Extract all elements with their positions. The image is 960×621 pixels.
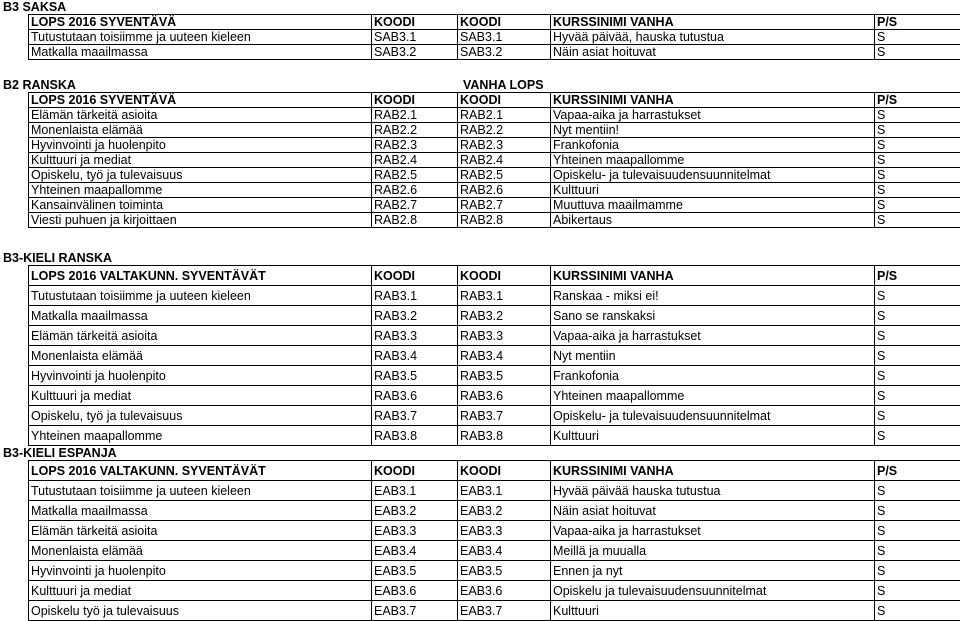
header-course-name: LOPS 2016 VALTAKUNN. SYVENTÄVÄT <box>29 266 372 286</box>
cell-course-name: Matkalla maailmassa <box>29 501 372 521</box>
cell-ps-mark: S <box>875 45 960 60</box>
cell-old-code: RAB2.2 <box>458 123 551 138</box>
cell-course-name: Tutustutaan toisiimme ja uuteen kieleen <box>29 30 372 45</box>
table-row <box>29 168 960 183</box>
cell-ps-mark: S <box>875 481 960 501</box>
header-course-name: LOPS 2016 SYVENTÄVÄ <box>29 93 372 108</box>
cell-course-name: Yhteinen maapallomme <box>29 183 372 198</box>
cell-course-name: Monenlaista elämää <box>29 123 372 138</box>
cell-ps-mark: S <box>875 541 960 561</box>
cell-new-code: RAB2.4 <box>372 153 458 168</box>
cell-old-course-name: Meillä ja muualla <box>551 541 875 561</box>
header-course-name: LOPS 2016 VALTAKUNN. SYVENTÄVÄT <box>29 461 372 481</box>
cell-course-name: Yhteinen maapallomme <box>29 426 372 446</box>
cell-course-name: Hyvinvointi ja huolenpito <box>29 138 372 153</box>
section-title-b2-ranska: B2 RANSKA <box>3 78 76 92</box>
cell-old-course-name: Nyt mentiin <box>551 346 875 366</box>
cell-old-course-name: Ranskaa - miksi ei! <box>551 286 875 306</box>
cell-ps-mark: S <box>875 386 960 406</box>
header-old-code: KOODI <box>458 93 551 108</box>
table-row <box>29 326 960 346</box>
cell-new-code: RAB2.1 <box>372 108 458 123</box>
cell-new-code: SAB3.1 <box>372 30 458 45</box>
cell-old-course-name: Kulttuuri <box>551 426 875 446</box>
table-row <box>29 45 960 60</box>
cell-old-course-name: Opiskelu- ja tulevaisuudensuunnitelmat <box>551 168 875 183</box>
table-header-row <box>29 93 960 108</box>
cell-old-course-name: Vapaa-aika ja harrastukset <box>551 326 875 346</box>
cell-old-course-name: Kulttuuri <box>551 601 875 621</box>
cell-old-code: EAB3.3 <box>458 521 551 541</box>
cell-old-course-name: Opiskelu- ja tulevaisuudensuunnitelmat <box>551 406 875 426</box>
section-title-b3-ranska: B3-KIELI RANSKA <box>3 251 112 265</box>
cell-old-course-name: Yhteinen maapallomme <box>551 153 875 168</box>
cell-new-code: RAB2.2 <box>372 123 458 138</box>
cell-new-code: RAB3.4 <box>372 346 458 366</box>
table-row <box>29 198 960 213</box>
table-header-row <box>29 461 960 481</box>
cell-course-name: Matkalla maailmassa <box>29 306 372 326</box>
table-row <box>29 183 960 198</box>
table-row <box>29 286 960 306</box>
table-row <box>29 366 960 386</box>
cell-old-code: RAB2.3 <box>458 138 551 153</box>
cell-ps-mark: S <box>875 183 960 198</box>
cell-old-course-name: Vapaa-aika ja harrastukset <box>551 521 875 541</box>
header-old-code: KOODI <box>458 266 551 286</box>
cell-course-name: Opiskelu, työ ja tulevaisuus <box>29 168 372 183</box>
cell-new-code: EAB3.3 <box>372 521 458 541</box>
cell-old-code: RAB2.5 <box>458 168 551 183</box>
cell-old-code: EAB3.6 <box>458 581 551 601</box>
cell-old-course-name: Opiskelu ja tulevaisuudensuunnitelmat <box>551 581 875 601</box>
course-table-b3-espanja <box>28 460 960 621</box>
cell-course-name: Tutustutaan toisiimme ja uuteen kieleen <box>29 286 372 306</box>
table-row <box>29 406 960 426</box>
cell-old-code: EAB3.5 <box>458 561 551 581</box>
cell-ps-mark: S <box>875 366 960 386</box>
cell-old-code: RAB3.1 <box>458 286 551 306</box>
cell-ps-mark: S <box>875 198 960 213</box>
cell-new-code: RAB2.8 <box>372 213 458 228</box>
header-old-code: KOODI <box>458 461 551 481</box>
cell-course-name: Opiskelu työ ja tulevaisuus <box>29 601 372 621</box>
cell-course-name: Opiskelu, työ ja tulevaisuus <box>29 406 372 426</box>
cell-old-code: EAB3.1 <box>458 481 551 501</box>
course-table-saksa <box>28 14 960 60</box>
cell-new-code: EAB3.4 <box>372 541 458 561</box>
cell-course-name: Kansainvälinen toiminta <box>29 198 372 213</box>
header-ps-mark: P/S <box>875 93 960 108</box>
cell-new-code: RAB2.3 <box>372 138 458 153</box>
table-header-row <box>29 266 960 286</box>
header-old-code: KOODI <box>458 15 551 30</box>
cell-old-code: RAB3.8 <box>458 426 551 446</box>
header-old-course-name: KURSSINIMI VANHA <box>551 15 875 30</box>
cell-ps-mark: S <box>875 521 960 541</box>
section-title-saksa: B3 SAKSA <box>3 0 66 14</box>
cell-new-code: RAB3.7 <box>372 406 458 426</box>
cell-course-name: Elämän tärkeitä asioita <box>29 521 372 541</box>
cell-ps-mark: S <box>875 153 960 168</box>
cell-ps-mark: S <box>875 426 960 446</box>
cell-ps-mark: S <box>875 108 960 123</box>
cell-old-code: RAB2.1 <box>458 108 551 123</box>
cell-old-code: RAB2.7 <box>458 198 551 213</box>
cell-new-code: EAB3.2 <box>372 501 458 521</box>
header-ps-mark: P/S <box>875 15 960 30</box>
cell-ps-mark: S <box>875 501 960 521</box>
header-new-code: KOODI <box>372 93 458 108</box>
cell-course-name: Kulttuuri ja mediat <box>29 581 372 601</box>
cell-old-code: RAB3.5 <box>458 366 551 386</box>
cell-old-course-name: Kulttuuri <box>551 183 875 198</box>
table-row <box>29 30 960 45</box>
table-row <box>29 138 960 153</box>
cell-new-code: RAB2.7 <box>372 198 458 213</box>
cell-new-code: RAB2.5 <box>372 168 458 183</box>
cell-new-code: RAB3.6 <box>372 386 458 406</box>
table-row <box>29 561 960 581</box>
table-row <box>29 346 960 366</box>
cell-course-name: Hyvinvointi ja huolenpito <box>29 366 372 386</box>
cell-ps-mark: S <box>875 406 960 426</box>
cell-new-code: SAB3.2 <box>372 45 458 60</box>
course-table-b3-ranska <box>28 265 960 446</box>
cell-course-name: Hyvinvointi ja huolenpito <box>29 561 372 581</box>
table-header-row <box>29 15 960 30</box>
table-row <box>29 213 960 228</box>
cell-course-name: Matkalla maailmassa <box>29 45 372 60</box>
cell-old-course-name: Hyvää päivää, hauska tutustua <box>551 30 875 45</box>
cell-old-code: RAB2.8 <box>458 213 551 228</box>
cell-new-code: RAB2.6 <box>372 183 458 198</box>
cell-ps-mark: S <box>875 561 960 581</box>
table-row <box>29 386 960 406</box>
header-old-course-name: KURSSINIMI VANHA <box>551 93 875 108</box>
header-new-code: KOODI <box>372 266 458 286</box>
table-row <box>29 541 960 561</box>
cell-new-code: EAB3.7 <box>372 601 458 621</box>
cell-old-course-name: Frankofonia <box>551 138 875 153</box>
table-row <box>29 426 960 446</box>
cell-ps-mark: S <box>875 346 960 366</box>
cell-course-name: Elämän tärkeitä asioita <box>29 108 372 123</box>
cell-new-code: EAB3.1 <box>372 481 458 501</box>
cell-old-code: SAB3.1 <box>458 30 551 45</box>
cell-ps-mark: S <box>875 286 960 306</box>
cell-course-name: Kulttuuri ja mediat <box>29 386 372 406</box>
cell-course-name: Tutustutaan toisiimme ja uuteen kieleen <box>29 481 372 501</box>
cell-new-code: RAB3.2 <box>372 306 458 326</box>
cell-new-code: RAB3.8 <box>372 426 458 446</box>
cell-course-name: Kulttuuri ja mediat <box>29 153 372 168</box>
cell-old-code: EAB3.7 <box>458 601 551 621</box>
cell-ps-mark: S <box>875 138 960 153</box>
cell-new-code: EAB3.5 <box>372 561 458 581</box>
cell-ps-mark: S <box>875 213 960 228</box>
cell-course-name: Elämän tärkeitä asioita <box>29 326 372 346</box>
table-row <box>29 501 960 521</box>
cell-ps-mark: S <box>875 123 960 138</box>
cell-old-code: EAB3.2 <box>458 501 551 521</box>
table-row <box>29 153 960 168</box>
cell-course-name: Monenlaista elämää <box>29 541 372 561</box>
table-row <box>29 108 960 123</box>
cell-new-code: RAB3.1 <box>372 286 458 306</box>
cell-old-code: RAB3.7 <box>458 406 551 426</box>
cell-old-code: RAB3.2 <box>458 306 551 326</box>
cell-ps-mark: S <box>875 168 960 183</box>
table-row <box>29 521 960 541</box>
cell-old-course-name: Nyt mentiin! <box>551 123 875 138</box>
cell-old-code: RAB2.4 <box>458 153 551 168</box>
cell-old-code: RAB3.4 <box>458 346 551 366</box>
header-old-course-name: KURSSINIMI VANHA <box>551 461 875 481</box>
cell-old-course-name: Ennen ja nyt <box>551 561 875 581</box>
cell-old-code: RAB3.6 <box>458 386 551 406</box>
table-row <box>29 581 960 601</box>
cell-ps-mark: S <box>875 30 960 45</box>
cell-old-code: RAB2.6 <box>458 183 551 198</box>
cell-course-name: Viesti puhuen ja kirjoittaen <box>29 213 372 228</box>
cell-new-code: RAB3.5 <box>372 366 458 386</box>
cell-new-code: EAB3.6 <box>372 581 458 601</box>
header-new-code: KOODI <box>372 15 458 30</box>
cell-old-code: EAB3.4 <box>458 541 551 561</box>
vanha-lops-label: VANHA LOPS <box>463 78 544 92</box>
cell-old-course-name: Muuttuva maailmamme <box>551 198 875 213</box>
table-row <box>29 306 960 326</box>
cell-new-code: RAB3.3 <box>372 326 458 346</box>
cell-ps-mark: S <box>875 326 960 346</box>
cell-old-course-name: Näin asiat hoituvat <box>551 45 875 60</box>
table-row <box>29 601 960 621</box>
table-row <box>29 481 960 501</box>
cell-old-code: RAB3.3 <box>458 326 551 346</box>
cell-old-course-name: Sano se ranskaksi <box>551 306 875 326</box>
cell-old-course-name: Yhteinen maapallomme <box>551 386 875 406</box>
table-row <box>29 123 960 138</box>
header-ps-mark: P/S <box>875 461 960 481</box>
cell-ps-mark: S <box>875 306 960 326</box>
cell-old-course-name: Hyvää päivää hauska tutustua <box>551 481 875 501</box>
cell-ps-mark: S <box>875 601 960 621</box>
cell-old-course-name: Vapaa-aika ja harrastukset <box>551 108 875 123</box>
header-ps-mark: P/S <box>875 266 960 286</box>
cell-old-course-name: Näin asiat hoituvat <box>551 501 875 521</box>
header-new-code: KOODI <box>372 461 458 481</box>
section-title-b3-espanja: B3-KIELI ESPANJA <box>3 446 117 460</box>
cell-ps-mark: S <box>875 581 960 601</box>
header-course-name: LOPS 2016 SYVENTÄVÄ <box>29 15 372 30</box>
header-old-course-name: KURSSINIMI VANHA <box>551 266 875 286</box>
course-table-b2-ranska <box>28 92 960 228</box>
cell-course-name: Monenlaista elämää <box>29 346 372 366</box>
cell-old-code: SAB3.2 <box>458 45 551 60</box>
cell-old-course-name: Frankofonia <box>551 366 875 386</box>
cell-old-course-name: Abikertaus <box>551 213 875 228</box>
